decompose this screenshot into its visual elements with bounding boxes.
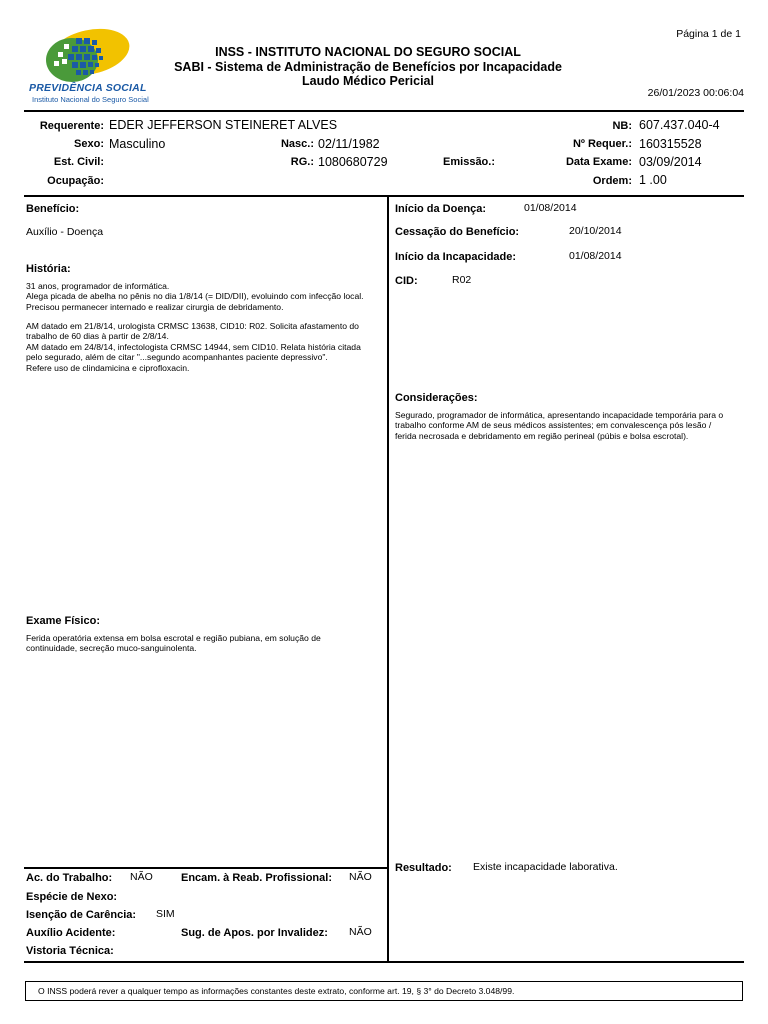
inicio-doenca-value: 01/08/2014 xyxy=(524,202,577,214)
footer-notice-box xyxy=(25,981,743,1001)
sug-apos-value: NÃO xyxy=(349,926,372,938)
exame-fisico-label: Exame Físico: xyxy=(26,615,100,627)
previdencia-logo xyxy=(28,28,158,108)
historia-line: trabalho de 60 dias à partir de 2/8/14. xyxy=(26,331,169,342)
historia-line: AM datado em 21/8/14, urologista CRMSC 13638, CID10: R02. Solicita afastamento do xyxy=(26,321,359,331)
ordem-value: 1 .00 xyxy=(639,173,667,187)
dataexame-value: 03/09/2014 xyxy=(639,155,702,169)
isencao-carencia-value: SIM xyxy=(156,908,175,920)
inicio-doenca-label: Início da Doença: xyxy=(395,203,487,215)
requerente-value: EDER JEFFERSON STEINERET ALVES xyxy=(109,118,338,132)
estcivil-label: Est. Civil: xyxy=(53,156,104,168)
nasc-value: 02/11/1982 xyxy=(318,137,380,151)
exame-line: continuidade, secreção muco-sanguinolenta. xyxy=(26,643,197,654)
rg-label: RG.: xyxy=(290,156,314,168)
nasc-label: Nasc.: xyxy=(280,138,314,150)
header-line2: SABI - Sistema de Administração de Benefícios por Incapacidade xyxy=(174,60,562,74)
historia-label: História: xyxy=(26,263,71,275)
previdencia-emblem-icon xyxy=(28,28,138,84)
ac-trabalho-value: NÃO xyxy=(130,871,153,883)
vistoria-tecnica-label: Vistoria Técnica: xyxy=(26,945,114,957)
historia-line: Refere uso de clindamicina e ciprofloxacin. xyxy=(26,362,190,373)
requerente-label: Requerente: xyxy=(39,120,104,132)
ac-trabalho-label: Ac. do Trabalho: xyxy=(26,872,113,884)
ocupacao-label: Ocupação: xyxy=(47,175,104,187)
consideracoes-label: Considerações: xyxy=(395,392,478,404)
encam-reab-value: NÃO xyxy=(349,871,372,883)
nreq-label: Nº Requer.: xyxy=(572,138,632,150)
nb-value: 607.437.040-4 xyxy=(639,118,720,132)
exame-fisico-text xyxy=(26,633,386,654)
historia-line: Precisou permanecer internado e realizar cirurgia de debridamento. xyxy=(26,301,284,312)
encam-reab-label: Encam. à Reab. Profissional: xyxy=(181,872,332,884)
dataexame-label: Data Exame: xyxy=(565,156,632,168)
consideracoes-text xyxy=(395,410,745,441)
ordem-label: Ordem: xyxy=(592,175,632,187)
logo-subtitle: Instituto Nacional do Seguro Social xyxy=(32,95,149,104)
cid-label: CID: xyxy=(395,275,418,287)
isencao-carencia-label: Isenção de Carência: xyxy=(26,909,137,921)
timestamp: 26/01/2023 00:06:04 xyxy=(647,87,744,99)
historia-line: pelo segurado, além de citar "...segundo acompanhantes paciente depressivo". xyxy=(26,352,328,363)
beneficio-label: Benefício: xyxy=(26,203,80,215)
historia-paragraph-1 xyxy=(26,281,386,312)
inicio-incapacidade-value: 01/08/2014 xyxy=(569,250,622,262)
cessacao-beneficio-value: 20/10/2014 xyxy=(569,225,622,237)
column-divider xyxy=(387,195,389,963)
historia-line: Alega picada de abelha no pênis no dia 1/8/14 (= DID/DII), evoluindo com infecção local. xyxy=(26,291,364,302)
nb-label: NB: xyxy=(612,120,632,132)
content-bottom-border xyxy=(24,961,744,963)
identification-divider xyxy=(24,195,744,197)
cid-value: R02 xyxy=(452,274,472,286)
logo-name: PREVIDÊNCIA SOCIAL xyxy=(29,82,147,94)
sexo-value: Masculino xyxy=(109,137,166,151)
footer-notice: O INSS poderá rever a qualquer tempo as informações constantes deste extrato, conforme art. 19, § 3° do Decreto 3.048/99. xyxy=(38,986,515,996)
consideracoes-line: ferida necrosada e debridamento em região perineal (púbis e bolsa escrotal). xyxy=(395,430,689,441)
header-line1: INSS - INSTITUTO NACIONAL DO SEGURO SOCIAL xyxy=(215,45,521,59)
exame-line: Ferida operatória extensa em bolsa escrotal e região pubiana, em solução de xyxy=(26,633,321,643)
resultado-value: Existe incapacidade laborativa. xyxy=(473,861,618,873)
consideracoes-line: trabalho conforme AM de seus médicos assistentes; em convalescença pós lesão / xyxy=(395,420,712,431)
left-bottom-divider xyxy=(24,867,388,869)
inicio-incapacidade-label: Início da Incapacidade: xyxy=(395,251,517,263)
historia-paragraph-2 xyxy=(26,321,386,373)
sexo-label: Sexo: xyxy=(74,138,104,150)
cessacao-beneficio-label: Cessação do Benefício: xyxy=(395,226,520,238)
sug-apos-label: Sug. de Apos. por Invalidez: xyxy=(181,927,328,939)
header-line3: Laudo Médico Pericial xyxy=(302,74,434,88)
page-number: Página 1 de 1 xyxy=(676,28,741,40)
rg-value: 1080680729 xyxy=(318,155,388,169)
nreq-value: 160315528 xyxy=(639,137,702,151)
historia-line: 31 anos, programador de informática. xyxy=(26,281,170,291)
beneficio-value: Auxílio - Doença xyxy=(26,226,104,238)
resultado-label: Resultado: xyxy=(395,862,452,874)
emissao-label: Emissão.: xyxy=(443,156,495,168)
consideracoes-line: Segurado, programador de informática, apresentando incapacidade temporária para o xyxy=(395,410,724,420)
auxilio-acidente-label: Auxílio Acidente: xyxy=(26,927,116,939)
especie-nexo-label: Espécie de Nexo: xyxy=(26,891,118,903)
historia-line: AM datado em 24/8/14, infectologista CRMSC 14944, sem CID10. Relata história citada xyxy=(26,341,361,352)
header-divider xyxy=(24,110,744,112)
